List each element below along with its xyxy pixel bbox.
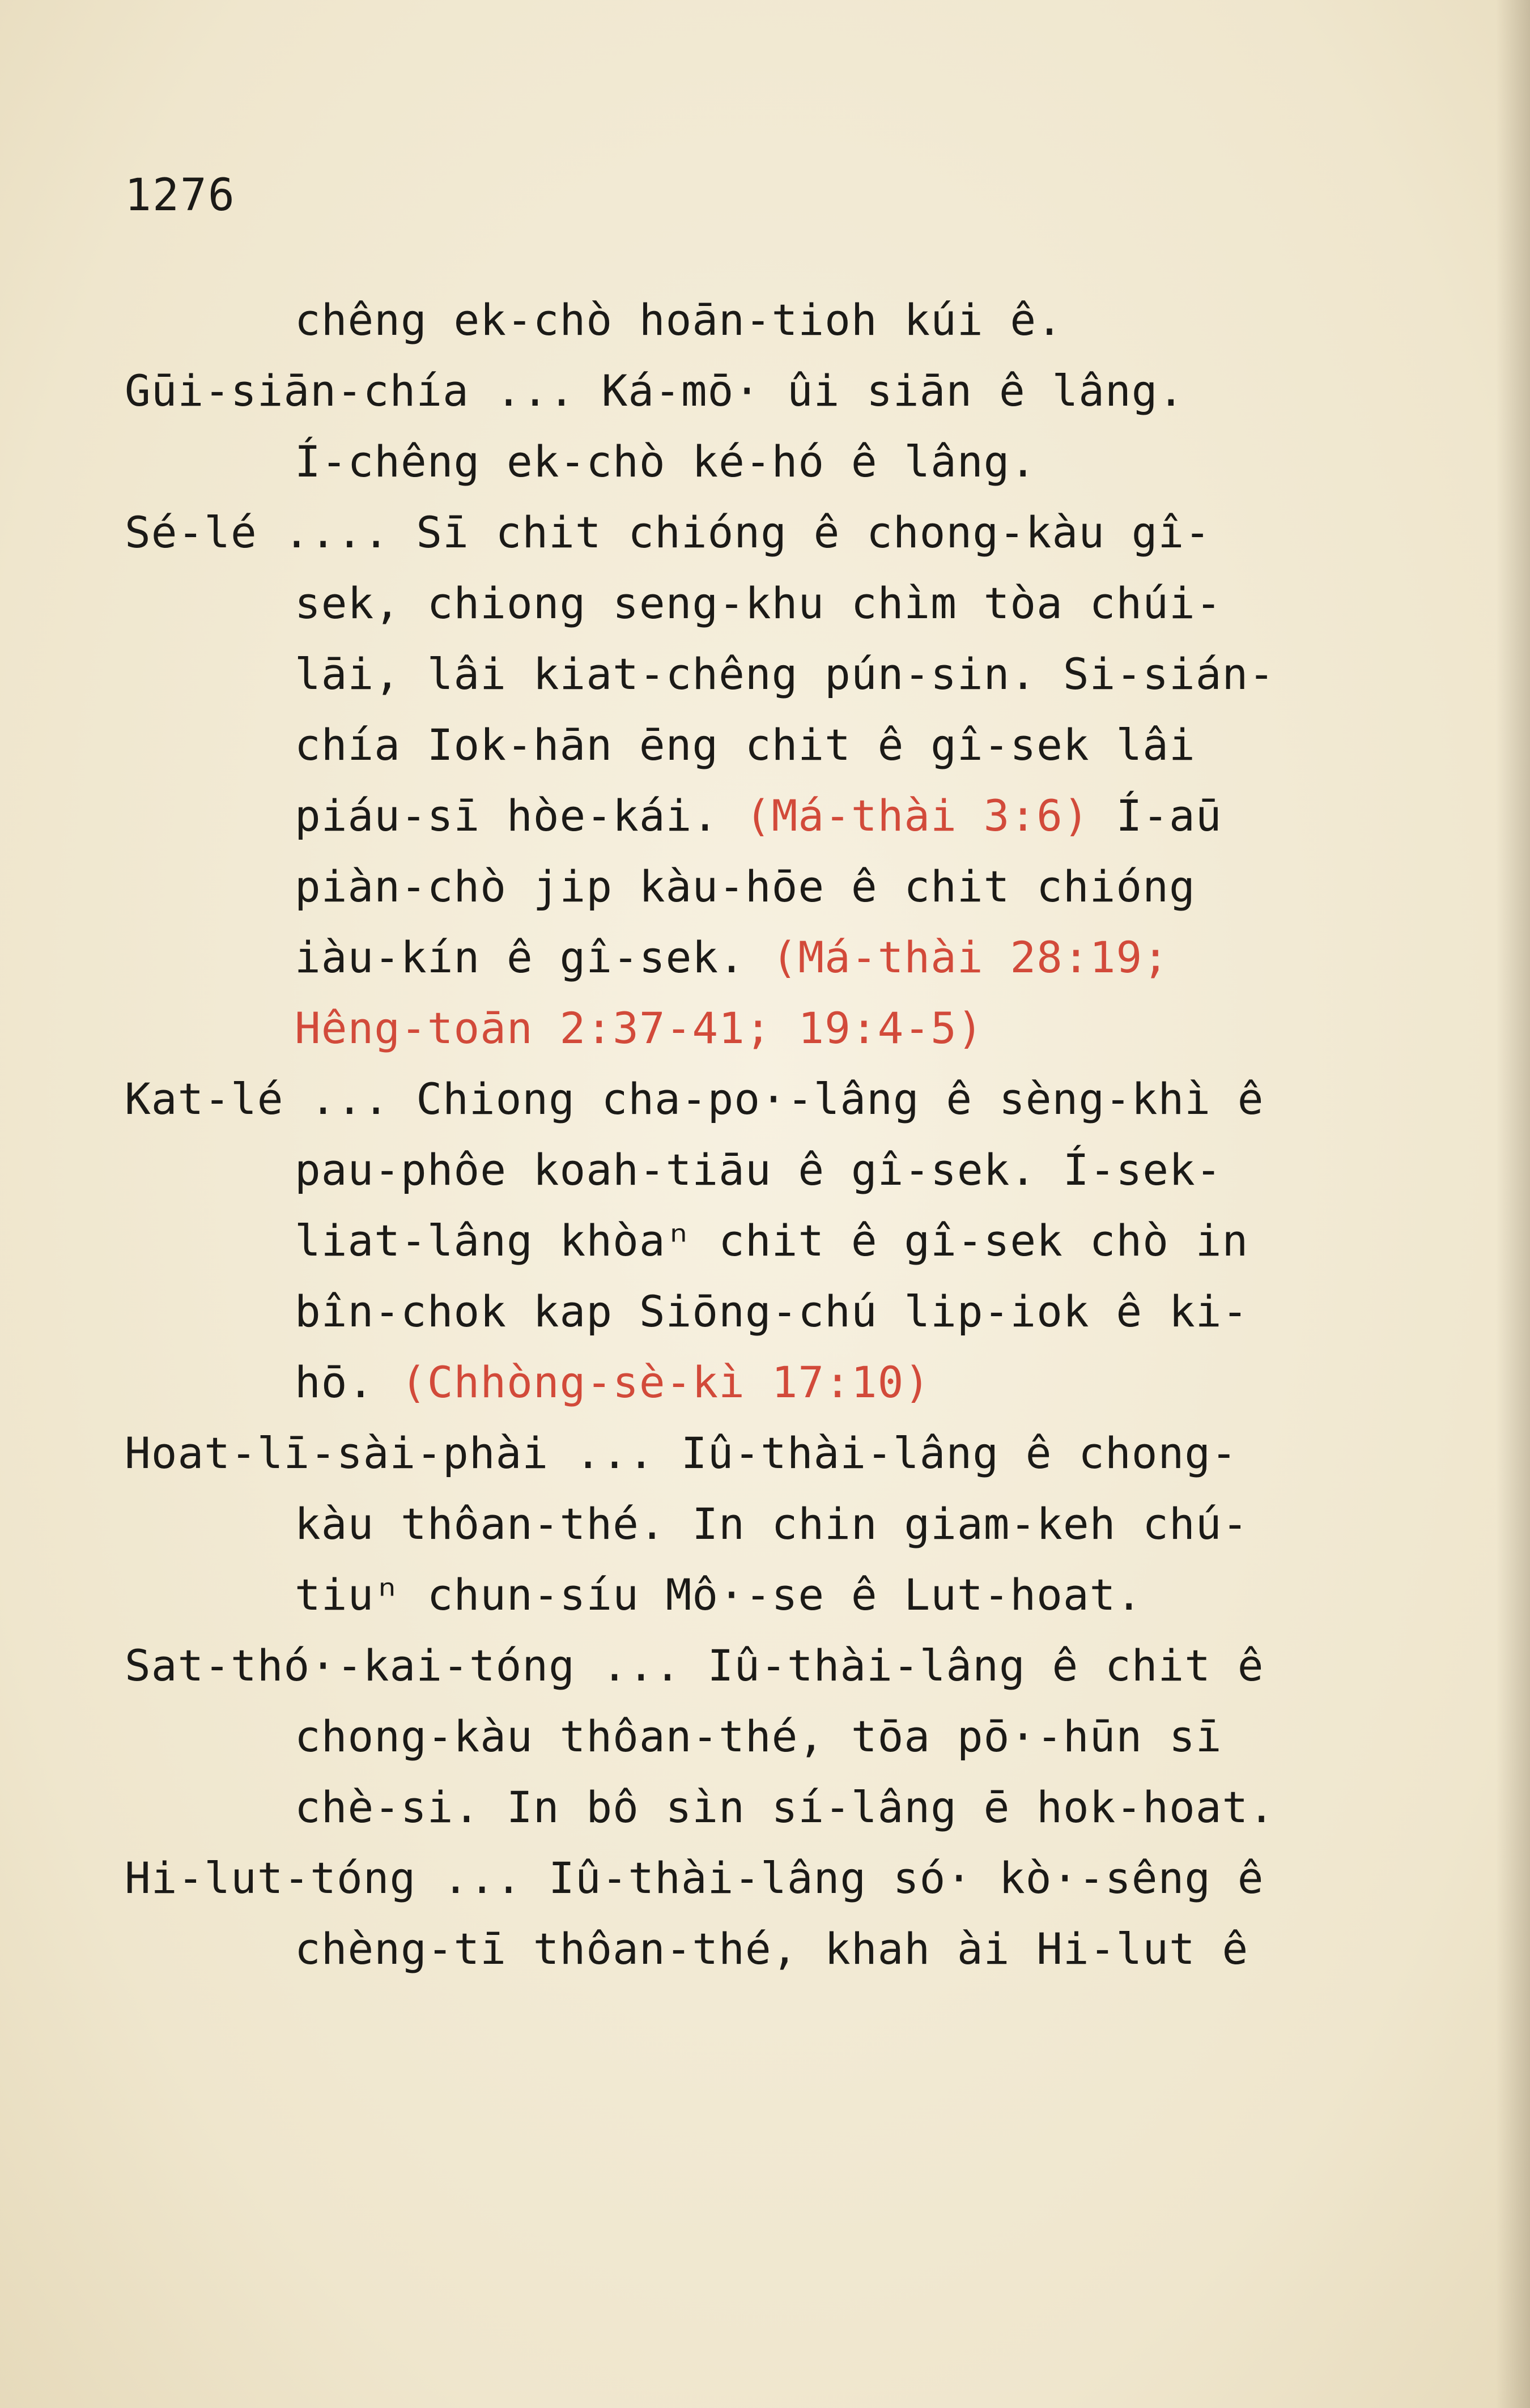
line-text: tiuⁿ chun-síu Mô·-se ê Lut-hoat.: [295, 1569, 1143, 1620]
entry-continuation-line: [295, 1142, 1222, 1198]
line-text: Gūi-siān-chía ... Ká-mō· ûi siān ê lâng.: [125, 365, 1185, 416]
entry-continuation-line: [295, 575, 1222, 632]
entry-continuation-line: [295, 1496, 1248, 1552]
line-text: kàu thôan-thé. In chin giam-keh chú-: [295, 1499, 1249, 1549]
line-text: sek, chiong seng-khu chìm tòa chúi-: [295, 578, 1222, 628]
entry-head-line: [125, 1850, 1264, 1907]
entry-continuation-line: [295, 1354, 930, 1411]
line-text: Í-chêng ek-chò ké-hó ê lâng.: [295, 436, 1037, 487]
entry-continuation-line: [295, 788, 1222, 844]
entry-continuation-line: [295, 1921, 1248, 1977]
scripture-reference: (Chhòng-sè-kì 17:10): [401, 1357, 931, 1407]
line-text: chêng ek-chò hoān-tioh kúi ê.: [295, 295, 1063, 345]
page-number: 1276: [125, 170, 236, 221]
line-text: chía Iok-hān ēng chit ê gî-sek lâi: [295, 720, 1196, 770]
line-text: lāi, lâi kiat-chêng pún-sin. Si-sián-: [295, 649, 1275, 699]
line-text: Sat-thó·-kai-tóng ... Iû-thài-lâng ê chit ê: [125, 1640, 1264, 1691]
line-text: bîn-chok kap Siōng-chú lip-iok ê ki-: [295, 1286, 1249, 1337]
line-text: chèng-tī thôan-thé, khah ài Hi-lut ê: [295, 1924, 1249, 1974]
scripture-reference: Hêng-toān 2:37-41; 19:4-5): [295, 1003, 984, 1053]
line-text: Sé-lé .... Sī chit chióng ê chong-kàu gî-: [125, 507, 1211, 558]
entry-head-line: [125, 504, 1211, 561]
page-edge-shadow: [1496, 0, 1530, 2408]
line-text: chè-si. In bô sìn sí-lâng ē hok-hoat.: [295, 1782, 1275, 1832]
scripture-reference: (Má-thài 3:6): [745, 790, 1090, 841]
entry-continuation-line: [295, 717, 1196, 773]
line-text: piàn-chò jip kàu-hōe ê chit chióng: [295, 861, 1196, 912]
entry-continuation-line: [295, 646, 1275, 703]
entry-continuation-line: [295, 1567, 1142, 1623]
line-text-after-reference: Í-aū: [1089, 790, 1222, 841]
line-text: Hoat-lī-sài-phài ... Iû-thài-lâng ê chong-: [125, 1428, 1238, 1478]
line-text: piáu-sī hòe-kái.: [295, 790, 719, 841]
line-text: Hi-lut-tóng ... Iû-thài-lâng só· kò·-sêng ê: [125, 1853, 1264, 1903]
continuation-line: [295, 292, 1063, 348]
entry-continuation-line: [295, 433, 1036, 490]
entry-continuation-line: [295, 1000, 984, 1057]
entry-continuation-line: [295, 929, 1169, 986]
line-text: hō.: [295, 1357, 375, 1407]
entry-head-line: [125, 363, 1184, 419]
entry-continuation-line: [295, 1708, 1222, 1765]
entry-head-line: [125, 1637, 1264, 1694]
entry-continuation-line: [295, 1212, 1248, 1269]
entry-continuation-line: [295, 1779, 1275, 1836]
entry-head-line: [125, 1425, 1238, 1482]
line-text: chong-kàu thôan-thé, tōa pō·-hūn sī: [295, 1711, 1222, 1762]
scripture-reference: (Má-thài 28:19;: [771, 932, 1169, 982]
entry-continuation-line: [295, 1283, 1248, 1340]
line-text: pau-phôe koah-tiāu ê gî-sek. Í-sek-: [295, 1145, 1222, 1195]
entry-head-line: [125, 1071, 1264, 1128]
entry-continuation-line: [295, 858, 1196, 915]
line-text: iàu-kín ê gî-sek.: [295, 932, 745, 982]
line-text: liat-lâng khòaⁿ chit ê gî-sek chò in: [295, 1215, 1249, 1266]
line-text: Kat-lé ... Chiong cha-po·-lâng ê sèng-khì ê: [125, 1074, 1264, 1124]
